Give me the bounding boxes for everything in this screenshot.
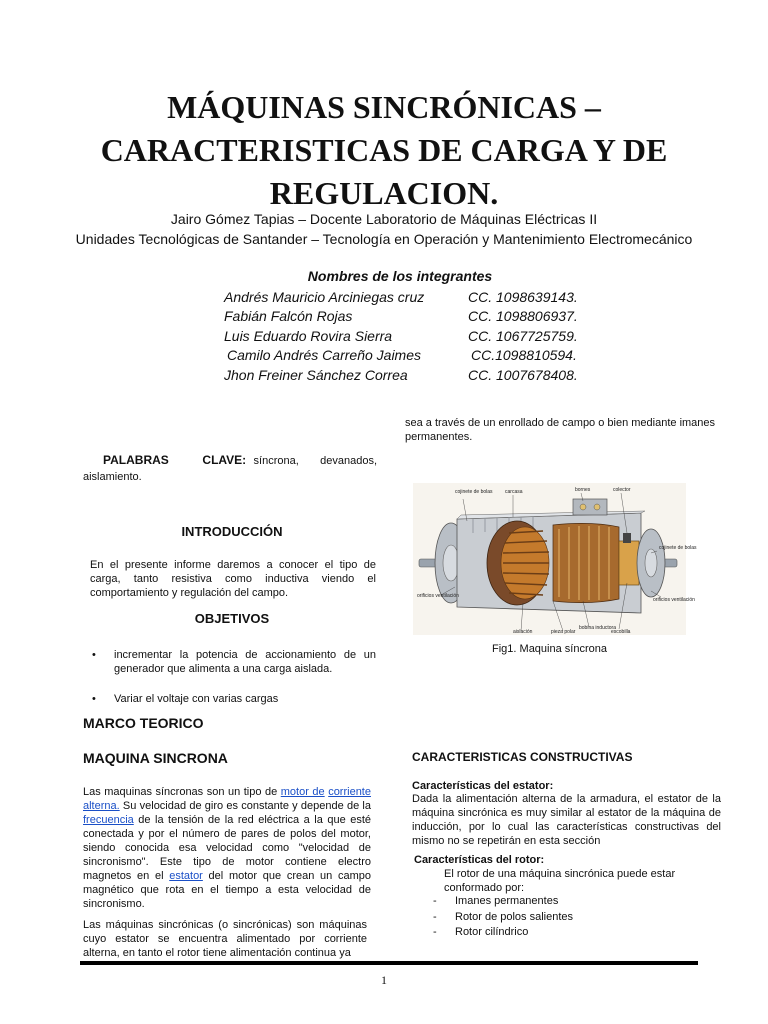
figure-label: cojinete de bolas [659, 545, 697, 551]
footer-rule [80, 961, 698, 965]
member-row [0, 347, 768, 367]
objective-text: incrementar la potencia de accionamiento de un generador que alimenta a una carga aislada. [114, 649, 376, 675]
member-name: Jhon Freiner Sánchez Correa [224, 367, 408, 383]
caract-heading: CARACTERISTICAS CONSTRUCTIVAS [412, 750, 633, 764]
figure-label: pieza polar [551, 629, 576, 635]
figure-label: carcasa [505, 489, 523, 495]
title-line-3: REGULACION. [269, 175, 499, 211]
synchronous-machine-figure [413, 483, 697, 635]
rotor-text: El rotor de una máquina sincrónica puede estar conformado por: [444, 868, 676, 894]
objective-text: Variar el voltaje con varias cargas [114, 693, 279, 705]
intro-text: En el presente informe daremos a conocer el tipo de carga, tanto resistiva como inductiva viendo el comportamiento y regulación del campo. [90, 559, 376, 599]
rotor-item-text: Imanes permanentes [455, 895, 559, 907]
keywords-text: síncrona, devanados, aislamiento. [83, 455, 377, 483]
estator-text: Dada la alimentación alterna de la armadura, el estator de la máquina sincrónica es muy similar al estator de la máquina de inducción, por lo cual las características constructivas del mismo no se repetirán en esta sección [412, 793, 721, 847]
member-name: Andrés Mauricio Arciniegas cruz [224, 289, 425, 305]
bullet-dot: • [92, 693, 96, 705]
objectives-heading: OBJETIVOS [194, 611, 270, 626]
bullet-dot: • [92, 649, 96, 661]
member-name: Camilo Andrés Carreño Jaimes [227, 347, 421, 363]
member-cc: CC. 1098639143. [468, 289, 578, 305]
member-cc: CC.1098810594. [471, 347, 577, 363]
machine-cutaway-illustration [413, 483, 697, 635]
paper-title [90, 86, 678, 215]
figure-label: colector [613, 487, 631, 493]
member-name: Fabián Falcón Rojas [224, 308, 353, 324]
keywords-label: PALABRAS CLAVE: [103, 453, 247, 467]
text-run: Las maquinas síncronas son un tipo de [83, 786, 281, 798]
right-continuation: sea a través de un enrollado de campo o bien mediante imanes permanentes. [405, 417, 716, 443]
figure-label: cojinete de bolas [455, 489, 493, 495]
link-corriente-alterna[interactable]: corriente alterna. [83, 786, 371, 812]
title-line-2: CARACTERISTICAS DE CARGA Y DE [100, 132, 668, 168]
institution-line: Unidades Tecnológicas de Santander – Tecnología en Operación y Mantenimiento Electromecánico [75, 231, 693, 247]
link-estator[interactable]: estator [169, 870, 203, 882]
text-run: de la tensión de la red eléctrica a la que esté conectada y por el número de pares de polos del motor, siendo conocida esa velocidad como "velocidad de sincronismo". Este tipo de motor contiene electro magnetos en el [83, 814, 371, 882]
maquina-heading: MAQUINA SINCRONA [83, 750, 228, 766]
rotor-item-text: Rotor de polos salientes [455, 911, 574, 923]
member-cc: CC. 1007678408. [468, 367, 578, 383]
title-line-1: MÁQUINAS SINCRÓNICAS – [167, 89, 601, 125]
page-number: 1 [381, 973, 387, 987]
rotor-item-text: Rotor cilíndrico [455, 926, 529, 938]
member-cc: CC. 1098806937. [468, 308, 578, 324]
member-row [0, 328, 768, 348]
collector [619, 541, 639, 585]
figure-label: orificios ventilación [653, 597, 695, 603]
intro-heading: INTRODUCCIÓN [181, 524, 283, 539]
members-heading: Nombres de los integrantes [307, 268, 493, 284]
text-run: Su velocidad de giro es constante y depende de la [119, 800, 371, 812]
member-name: Luis Eduardo Rovira Sierra [224, 328, 393, 344]
marco-heading: MARCO TEORICO [83, 715, 204, 731]
figure-caption: Fig1. Maquina síncrona [492, 643, 607, 655]
terminal-box [573, 499, 607, 515]
figure-label: aislación [513, 629, 533, 635]
figure-label: escobilla [611, 629, 631, 635]
member-row [0, 308, 768, 328]
figure-label: bobina inductora [579, 625, 616, 631]
member-cc: CC. 1067725759. [468, 328, 578, 344]
keywords-paragraph [83, 452, 377, 485]
text-run: del motor que crean un campo magnético que rota en el tiempo a esta velocidad de sincronismo. [83, 870, 371, 910]
figure-label: bornes [575, 487, 591, 493]
figure-label: orificios ventilación [417, 593, 459, 599]
brush [623, 533, 631, 543]
link-frecuencia[interactable]: frecuencia [83, 814, 134, 826]
rotor-heading: Características del rotor: [414, 854, 545, 866]
estator-heading: Características del estator: [412, 780, 554, 792]
author-line: Jairo Gómez Tapias – Docente Laboratorio de Máquinas Eléctricas II [170, 211, 598, 227]
member-row [0, 289, 768, 309]
link-motor[interactable]: motor de [280, 786, 325, 798]
maquina-paragraph-1 [83, 785, 371, 911]
member-row [0, 367, 768, 387]
maquina-paragraph-2: Las máquinas sincrónicas (o sincrónicas) son máquinas cuyo estator se encuentra alimentado por corriente alterna, en tanto el rotor tiene alimentación continua ya [83, 919, 367, 959]
